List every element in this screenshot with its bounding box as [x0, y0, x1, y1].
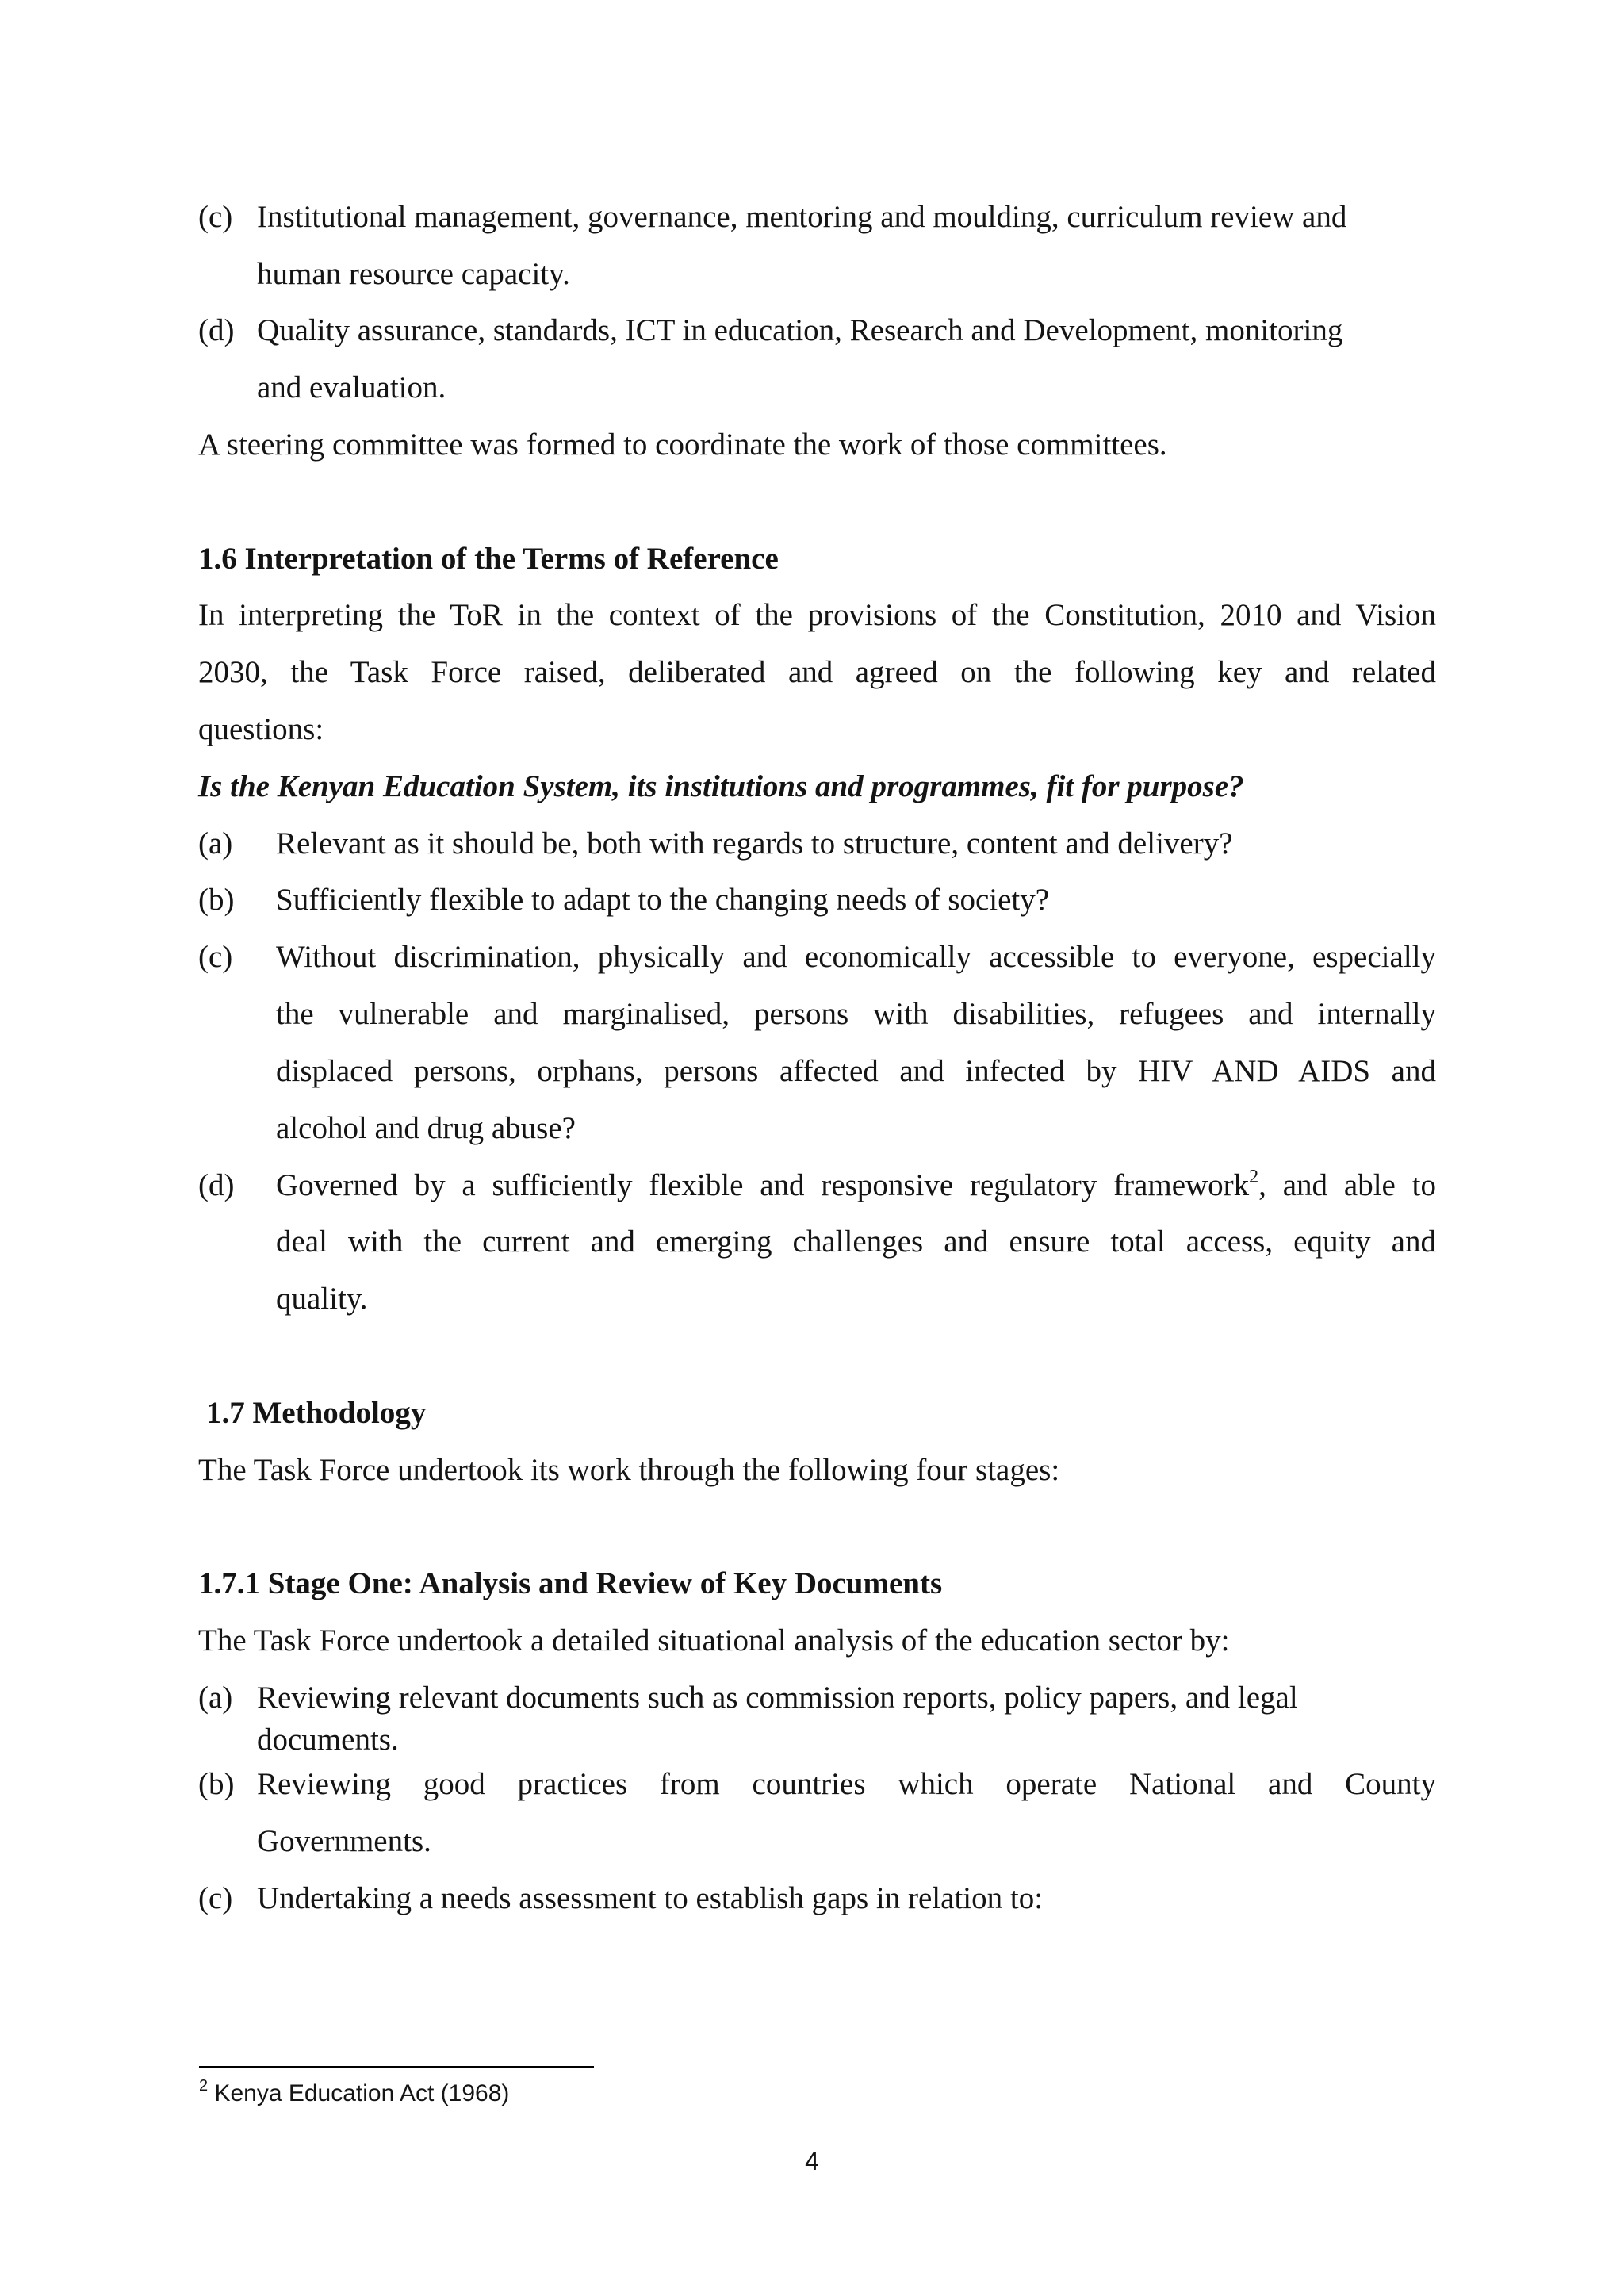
list-item-text: Reviewing relevant documents such as commission reports, policy papers, and legal	[257, 1681, 1298, 1715]
list-item-text: Relevant as it should be, both with regards to structure, content and delivery?	[276, 826, 1233, 861]
footnote-separator	[199, 2066, 594, 2068]
list-item-text: Undertaking a needs assessment to establish gaps in relation to:	[257, 1881, 1044, 1915]
list-item-text: Reviewing good practices from countries which operate National and County	[257, 1767, 1436, 1801]
list-item-text: Institutional management, governance, mentoring and moulding, curriculum review and	[257, 200, 1347, 234]
list-item-text: Governments.	[257, 1824, 431, 1858]
list-label: (a)	[198, 826, 233, 861]
list-item-text: Sufficiently flexible to adapt to the changing needs of society?	[276, 883, 1050, 917]
paragraph-line: questions:	[198, 712, 324, 746]
footnote-text: Kenya Education Act (1968)	[214, 2080, 510, 2106]
list-item-text: deal with the current and emerging challenges and ensure total access, equity and	[276, 1225, 1436, 1259]
list-label: (b)	[198, 883, 235, 917]
footnote-marker: 2	[199, 2077, 209, 2095]
footnote-ref[interactable]: 2	[1249, 1167, 1259, 1187]
paragraph-line: The Task Force undertook a detailed situational analysis of the education sector by:	[198, 1623, 1230, 1658]
text-run: , and able to	[1258, 1168, 1436, 1202]
list-item-text: Quality assurance, standards, ICT in education, Research and Development, monitoring	[257, 313, 1343, 347]
section-heading-1-7: 1.7 Methodology	[206, 1396, 427, 1430]
list-item-text: alcohol and drug abuse?	[276, 1111, 576, 1145]
list-item-text	[276, 1167, 1436, 1205]
paragraph-line: In interpreting the ToR in the context of the provisions of the Constitution, 2010 and Vision	[198, 598, 1436, 632]
page-number: 4	[805, 2147, 819, 2175]
list-label: (c)	[198, 1881, 233, 1915]
list-item-text: and evaluation.	[257, 370, 446, 404]
key-question: Is the Kenyan Education System, its institutions and programmes, fit for purpose?	[198, 769, 1244, 803]
list-label: (d)	[198, 1168, 235, 1202]
list-label: (b)	[198, 1767, 235, 1801]
list-item-text: human resource capacity.	[257, 257, 570, 291]
list-item-text: documents.	[257, 1723, 399, 1757]
section-heading-1-7-1: 1.7.1 Stage One: Analysis and Review of Key Documents	[198, 1566, 943, 1600]
steering-paragraph: A steering committee was formed to coordinate the work of those committees.	[198, 427, 1167, 462]
paragraph-line: 2030, the Task Force raised, deliberated and agreed on the following key and related	[198, 655, 1436, 689]
list-item-text: displaced persons, orphans, persons affected and infected by HIV AND AIDS and	[276, 1054, 1436, 1088]
section-heading-1-6: 1.6 Interpretation of the Terms of Reference	[198, 542, 779, 576]
list-label: (d)	[198, 313, 235, 347]
list-item-text: the vulnerable and marginalised, persons with disabilities, refugees and internally	[276, 997, 1436, 1031]
list-item-text: Without discrimination, physically and economically accessible to everyone, especially	[276, 940, 1436, 974]
text-run: Governed by a sufficiently flexible and responsive regulatory framework	[276, 1168, 1250, 1202]
paragraph-line: The Task Force undertook its work through the following four stages:	[198, 1453, 1060, 1487]
list-label: (a)	[198, 1681, 233, 1715]
list-label: (c)	[198, 200, 233, 234]
footnote	[199, 2078, 509, 2110]
list-item-text: quality.	[276, 1282, 368, 1316]
list-label: (c)	[198, 940, 233, 974]
